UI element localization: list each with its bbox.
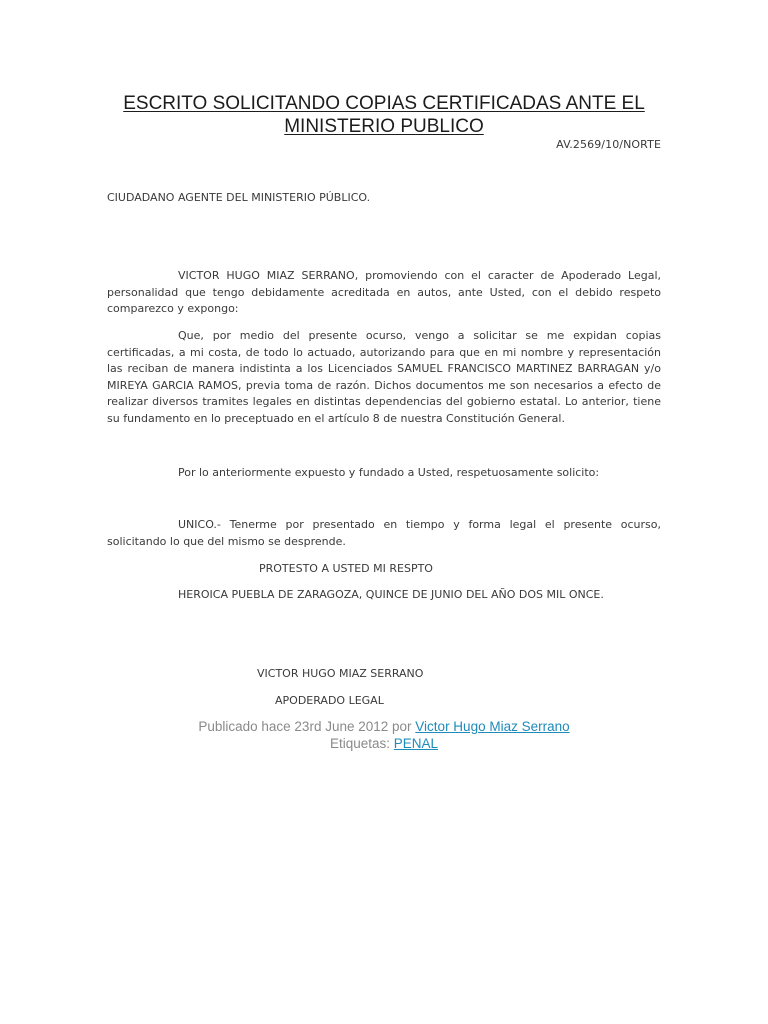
signer-name: VICTOR HUGO MIAZ SERRANO: [257, 667, 424, 680]
place-and-date: HEROICA PUEBLA DE ZARAGOZA, QUINCE DE JUNIO DEL AÑO DOS MIL ONCE.: [178, 588, 604, 601]
closing-protest: PROTESTO A USTED MI RESPTO: [259, 562, 433, 575]
published-prefix: Publicado hace 23rd June 2012 por: [198, 719, 412, 734]
paragraph-request: Que, por medio del presente ocurso, vengo a solicitar se me expidan copias certificadas, a mi costa, de todo lo actuado, autorizando para que en mi nombre y representación las reciban de manera indistinta a los Licenciados SAMUEL FRANCISCO MARTINEZ BARRAGAN y/o MIREYA GARCIA RAMOS, previa toma de razón. Dichos documentos me son necesarios a efecto de realizar diversos tramites legales en distintas dependencias del gobierno estatal. Lo anterior, tiene su fundamento en lo preceptuado en el artículo 8 de nuestra Constitución General.: [107, 329, 661, 425]
paragraph-petition: Por lo anteriormente expuesto y fundado a Usted, respetuosamente solicito:: [178, 466, 600, 479]
addressee-line: CIUDADANO AGENTE DEL MINISTERIO PÚBLICO.: [107, 191, 371, 204]
tags-prefix: Etiquetas:: [329, 736, 390, 751]
published-line: [107, 718, 661, 735]
paragraph-unico: UNICO.- Tenerme por presentado en tiempo y forma legal el presente ocurso, solicitando lo que del mismo se desprende.: [107, 518, 661, 548]
tag-link-penal[interactable]: PENAL: [393, 736, 439, 751]
tags-line: [107, 735, 661, 752]
paragraph-introduction: VICTOR HUGO MIAZ SERRANO, promoviendo con el caracter de Apoderado Legal, personalidad que tengo debidamente acreditada en autos, ante Usted, con el debido respeto comparezco y expongo:: [107, 269, 661, 315]
signer-role: APODERADO LEGAL: [275, 694, 384, 707]
author-link[interactable]: Victor Hugo Miaz Serrano: [415, 719, 570, 734]
case-reference: AV.2569/10/NORTE: [556, 138, 661, 151]
document-title: ESCRITO SOLICITANDO COPIAS CERTIFICADAS ANTE EL MINISTERIO PUBLICO: [123, 93, 645, 137]
